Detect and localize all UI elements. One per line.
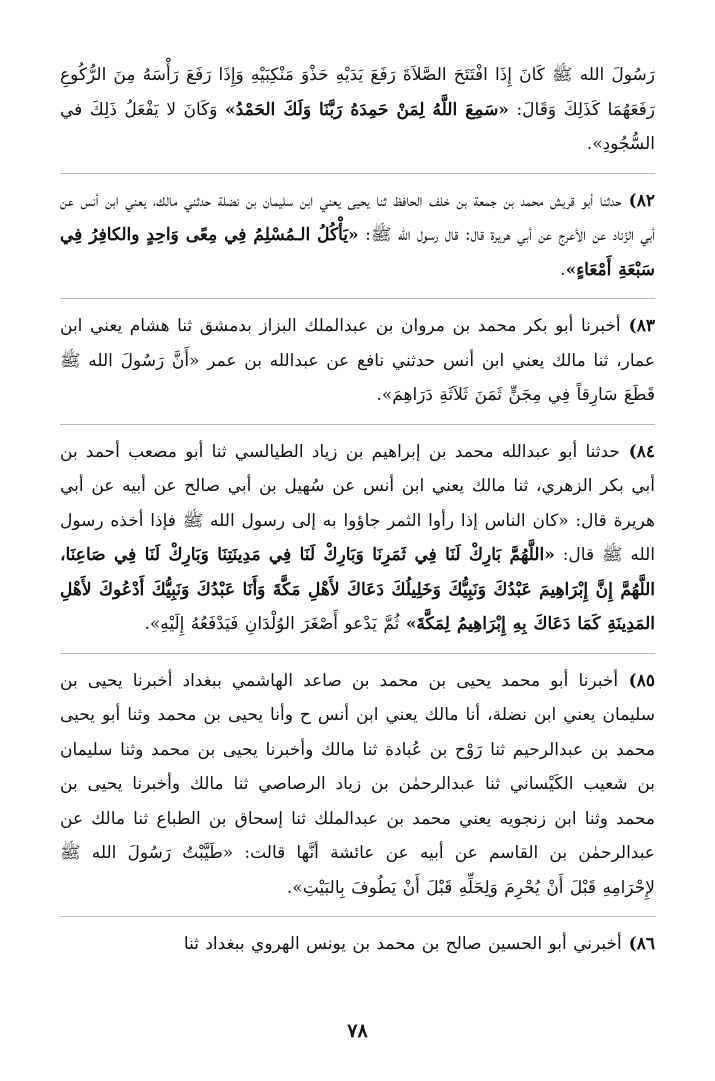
page-number: ٧٨ bbox=[347, 1020, 368, 1042]
text-segment: أخبرنا أبو محمد يحيى بن محمد بن صاعد الهاشمي ببغداد أخبرنا يحيى بن سليمان يعني ابن نضلة، أنا مالك يعني ابن أنس ح وأنا يحيى بن محمد وثنا أبو يحيى محمد بن عبدالرحيم ثنا رَوْح بن عُبادة ثنا مالك وأخبرنا يحيى بن محمد وثنا سليمان بن شعيب الكَيْساني ثنا عبدالرحمٰن بن زياد الرصاصي ثنا مالك وأخبرنا يحيى بن محمد وثنا ابن زنجويه يعني محمد بن عبدالملك ثنا إسحاق بن الطباع ثنا مالك عن عبدالرحمٰن بن القاسم عن أبيه عن عائشة أنَّها قالت: «طَيَّبْتُ رَسُولَ الله ﷺ لإِحْرَامِهِ قَبْلَ أَنْ يُحْرِمَ وَلِحَلِّهِ قَبْلَ أَنْ يَطُوفَ بِالبَيْتِ». bbox=[60, 670, 655, 898]
hadith-number: ٨٥) bbox=[618, 670, 655, 691]
text-segment: أخبرنا أبو بكر محمد بن مروان بن عبدالملك البزاز بدمشق ثنا هشام يعني ابن عمار، ثنا مالك يعني ابن أنس حدثني نافع عن عبدالله بن عمر «أَنَّ رَسُولَ الله ﷺ قَطَعَ سَارِقاً فِي مِجَنٍّ ثَمَنَ ثَلاَثَةِ دَرَاهِمَ». bbox=[60, 316, 655, 405]
paragraph-hadith-84 bbox=[60, 435, 655, 642]
separator-rule bbox=[60, 653, 655, 654]
hadith-number: ٨٢) bbox=[621, 190, 655, 211]
hadith-number: ٨٣) bbox=[620, 316, 655, 336]
paragraph-hadith-82 bbox=[60, 184, 655, 288]
hadith-number: ٨٤) bbox=[619, 441, 656, 462]
hadith-number: ٨٦) bbox=[621, 934, 655, 954]
bold-quote: «سَمِعَ اللَّهُ لِمَنْ حَمِدَهُ رَبَّنَا وَلَكَ الحَمْدُ» bbox=[225, 99, 509, 120]
text-segment: ثُمَّ يَدْعو أَصْغَرَ الوُلْدَانِ فَيَدْفَعُهُ إِلَيْهِ». bbox=[144, 614, 406, 634]
separator-rule bbox=[60, 916, 655, 917]
text-segment: أخبرني أبو الحسين صالح بن محمد بن يونس الهروي ببغداد ثنا bbox=[183, 934, 622, 954]
text-segment: حدثنا أبو قريش محمد بن جمعة بن خلف الحافظ ثنا يحيى يعني ابن سليمان بن نضلة حدثني مالك، يعني ابن أنس عن أبي الزّناد عن الأعرج عن أبي هريرة قال: قال رسول الله ﷺ: bbox=[60, 190, 655, 245]
bold-quote: «يَأْكُلُ الـمُسْلِمُ فِي مِعًى وَاحِدٍ والكافِرُ فِي سَبْعَةِ أَمْعَاءٍ» bbox=[60, 225, 655, 280]
text-segment: حدثنا أبو عبدالله محمد بن إبراهيم بن زياد الطيالسي ثنا أبو مصعب أحمد بن أبي بكر الزهري، ثنا مالك يعني ابن أنس عن سُهيل بن أبي صالح عن أبيه عن أبي هريرة قال: «كان الناس إذا رأوا الثمر جاؤوا به إلى رسول الله ﷺ فإذا أخذه رسول الله ﷺ قال: bbox=[60, 441, 656, 565]
text-segment: . bbox=[560, 259, 566, 280]
text-segment: رَسُولَ الله ﷺ كَانَ إِذَا افْتَتَحَ الصَّلاَةَ رَفَعَ يَدَيْهِ حَذْوَ مَنْكِبَيْهِ وَإِذَا رَفَعَ رَأْسَهُ مِنَ الرُّكُوعِ رَفَعَهُمَا كَذَلِكَ وَقَالَ: bbox=[60, 65, 655, 120]
text-segment: وَكَانَ لا يَفْعَلُ ذَلِكَ في السُّجُودِ». bbox=[60, 99, 655, 154]
bold-quote: «اللَّهُمَّ بَارِكْ لَنَا فِي ثَمَرِنَا وَبَارِكْ لَنَا فِي مَدِينَتِنَا وَبَارِكْ لَنَا فِي صَاعِنَا، اللَّهُمَّ إِنَّ إِبْرَاهِيمَ عَبْدُكَ وَنَبِيُّكَ وَخَلِيلُكَ دَعَاكَ لأَهْلِ مَكَّةَ وَأَنَا عَبْدُكَ وَنَبِيُّكَ أَدْعُوكَ لأَهْلِ المَدِينَةِ كَمَا دَعَاكَ بِهِ إِبْرَاهِيمُ لِمَكَّةَ» bbox=[60, 545, 655, 634]
paragraph-hadith-86 bbox=[60, 927, 655, 962]
separator-rule bbox=[60, 298, 655, 299]
paragraph-hadith-81-continuation bbox=[60, 58, 655, 162]
separator-rule bbox=[60, 173, 655, 174]
separator-rule bbox=[60, 424, 655, 425]
paragraph-hadith-85 bbox=[60, 664, 655, 906]
paragraph-hadith-83 bbox=[60, 309, 655, 413]
